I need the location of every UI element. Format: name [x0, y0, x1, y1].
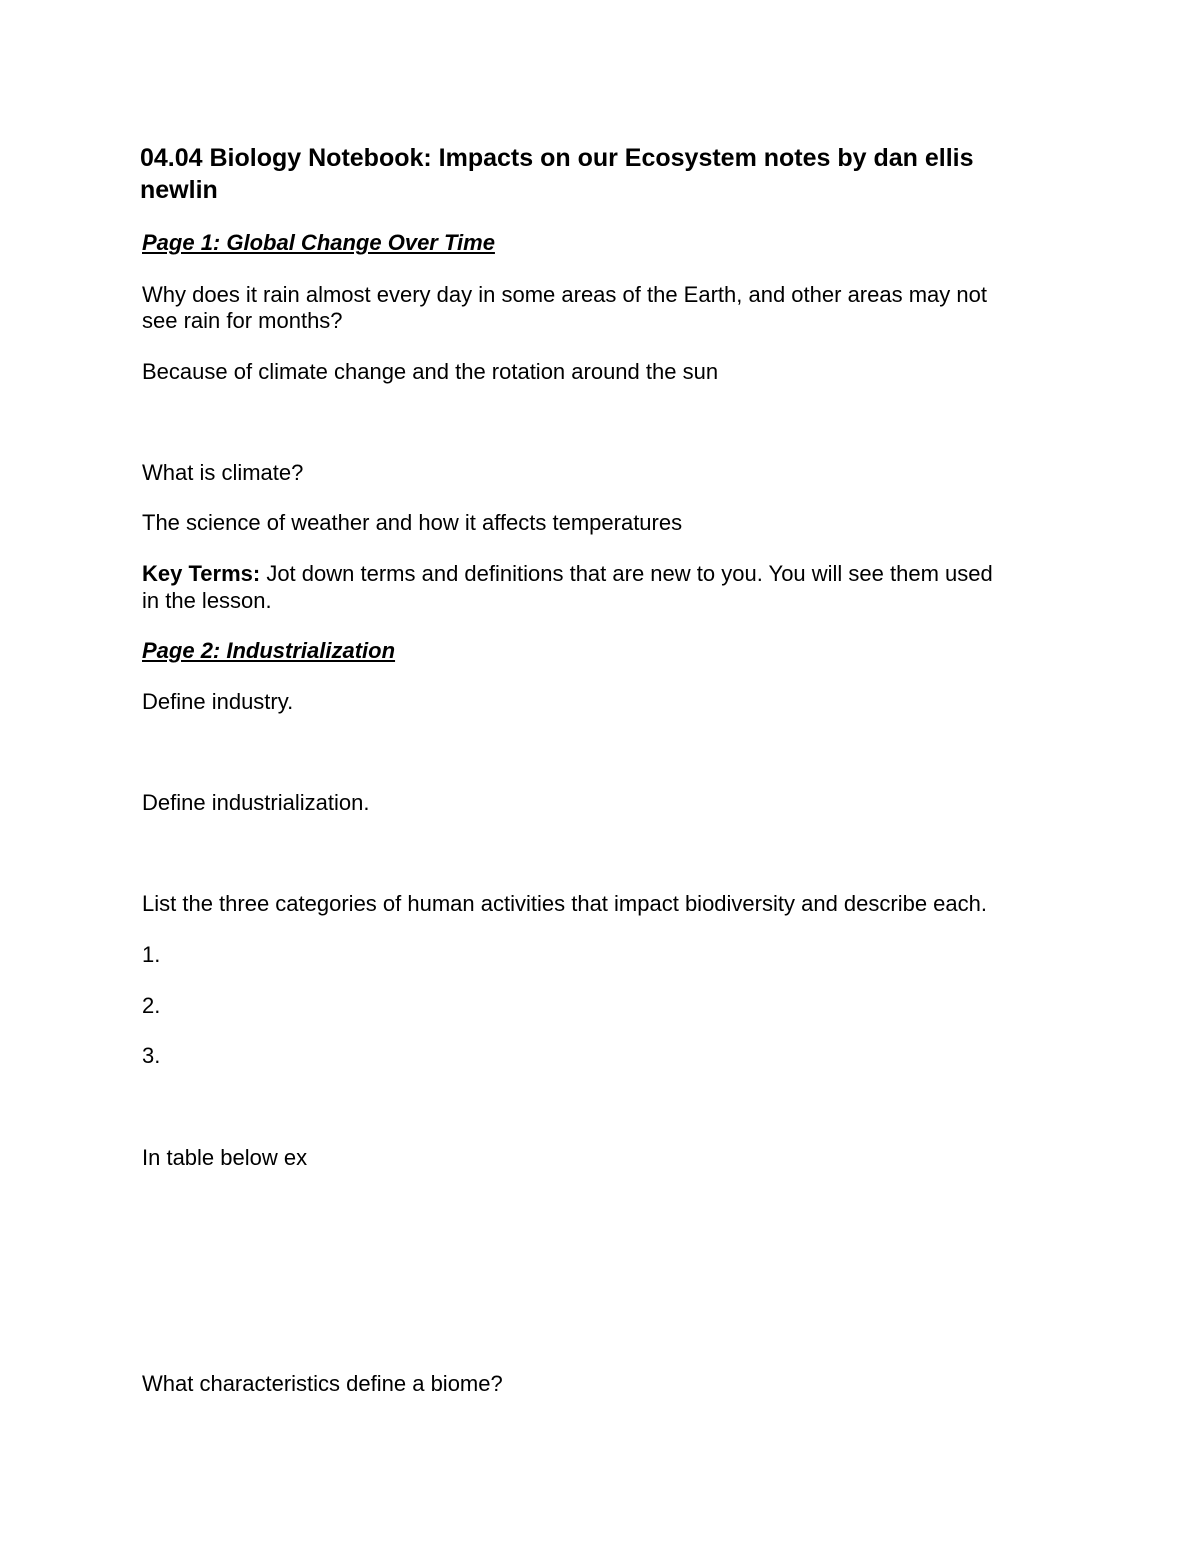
key-terms-line2: in the lesson. [142, 588, 272, 613]
list-item: 1. [142, 942, 161, 967]
list-item: 3. [142, 1043, 161, 1068]
question-biome: What characteristics define a biome? [142, 1371, 503, 1396]
table-note: In table below ex [142, 1145, 308, 1170]
key-terms-label: Key Terms: [142, 561, 261, 586]
question-rain-line1: Why does it rain almost every day in some areas of the Earth, and other areas may not [142, 282, 987, 307]
question-industrialization: Define industrialization. [142, 790, 370, 815]
answer-rain: Because of climate change and the rotation around the sun [142, 359, 719, 384]
page2-header: Page 2: Industrialization [142, 638, 396, 663]
document-title: 04.04 Biology Notebook: Impacts on our Ecosystem notes by dan ellis newlin [140, 144, 974, 204]
question-climate: What is climate? [142, 460, 304, 485]
key-terms-line1 [142, 560, 993, 587]
question-industry: Define industry. [142, 689, 294, 714]
question-categories: List the three categories of human activities that impact biodiversity and describe each. [142, 891, 988, 916]
question-rain-line2: see rain for months? [142, 308, 343, 333]
list-item: 2. [142, 993, 161, 1018]
page1-header: Page 1: Global Change Over Time [142, 230, 495, 255]
answer-climate: The science of weather and how it affects temperatures [142, 510, 683, 535]
key-terms-text: Jot down terms and definitions that are new to you. You will see them used [260, 561, 993, 586]
